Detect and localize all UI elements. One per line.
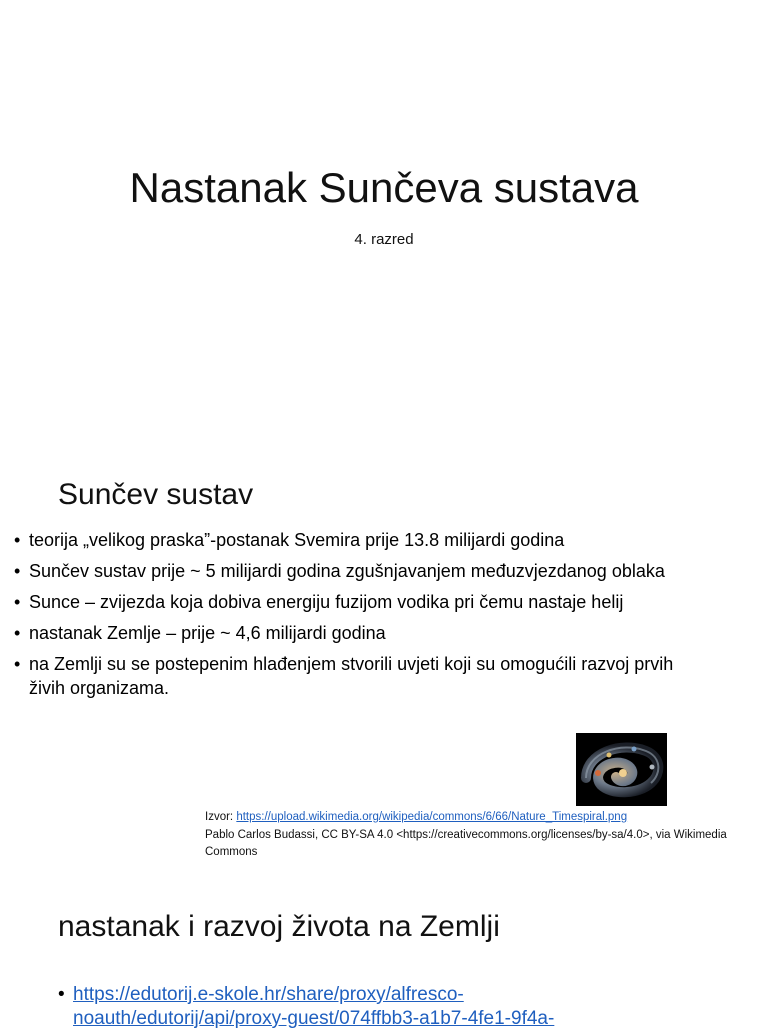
section-heading-nastanak-zivota: nastanak i razvoj života na Zemlji	[58, 910, 500, 943]
caption-source-label: Izvor:	[205, 811, 234, 823]
spiral-illustration	[576, 733, 667, 806]
bullet-list	[14, 528, 704, 707]
list-item: • Sunčev sustav prije ~ 5 milijardi godina zgušnjavanjem međuzvjezdanog oblaka	[14, 559, 704, 583]
slide-subtitle: 4. razred	[354, 231, 414, 248]
list-item: • teorija „velikog praska”-postanak Svemira prije 13.8 milijardi godina	[14, 528, 704, 552]
section-heading-suncev-sustav: Sunčev sustav	[58, 478, 254, 511]
timespiral-image	[576, 733, 667, 806]
bullet-marker: •	[58, 984, 65, 1005]
edutorij-link-line2[interactable]: noauth/edutorij/api/proxy-guest/074ffbb3-a1b7-4fe1-9f4a-	[73, 1008, 555, 1029]
caption-source-link[interactable]: https://upload.wikimedia.org/wikipedia/commons/6/66/Nature_Timespiral.png	[236, 811, 628, 823]
caption-credit: Pablo Carlos Budassi, CC BY-SA 4.0 <https://creativecommons.org/licenses/by-sa/4.0>, via Wikimedia Commons	[205, 828, 727, 858]
caption-source-line	[205, 809, 745, 827]
image-caption	[205, 809, 745, 862]
edutorij-link-line1[interactable]: https://edutorij.e-skole.hr/share/proxy/alfresco-	[73, 984, 464, 1005]
list-item: • na Zemlji su se postepenim hlađenjem stvorili uvjeti koji su omogućili razvoj prvih živih organizama.	[14, 652, 704, 700]
list-item: • Sunce – zvijezda koja dobiva energiju fuzijom vodika pri čemu nastaje helij	[14, 590, 704, 614]
slide-title: Nastanak Sunčeva sustava	[129, 164, 639, 211]
list-item: • nastanak Zemlje – prije ~ 4,6 milijardi godina	[14, 621, 704, 645]
